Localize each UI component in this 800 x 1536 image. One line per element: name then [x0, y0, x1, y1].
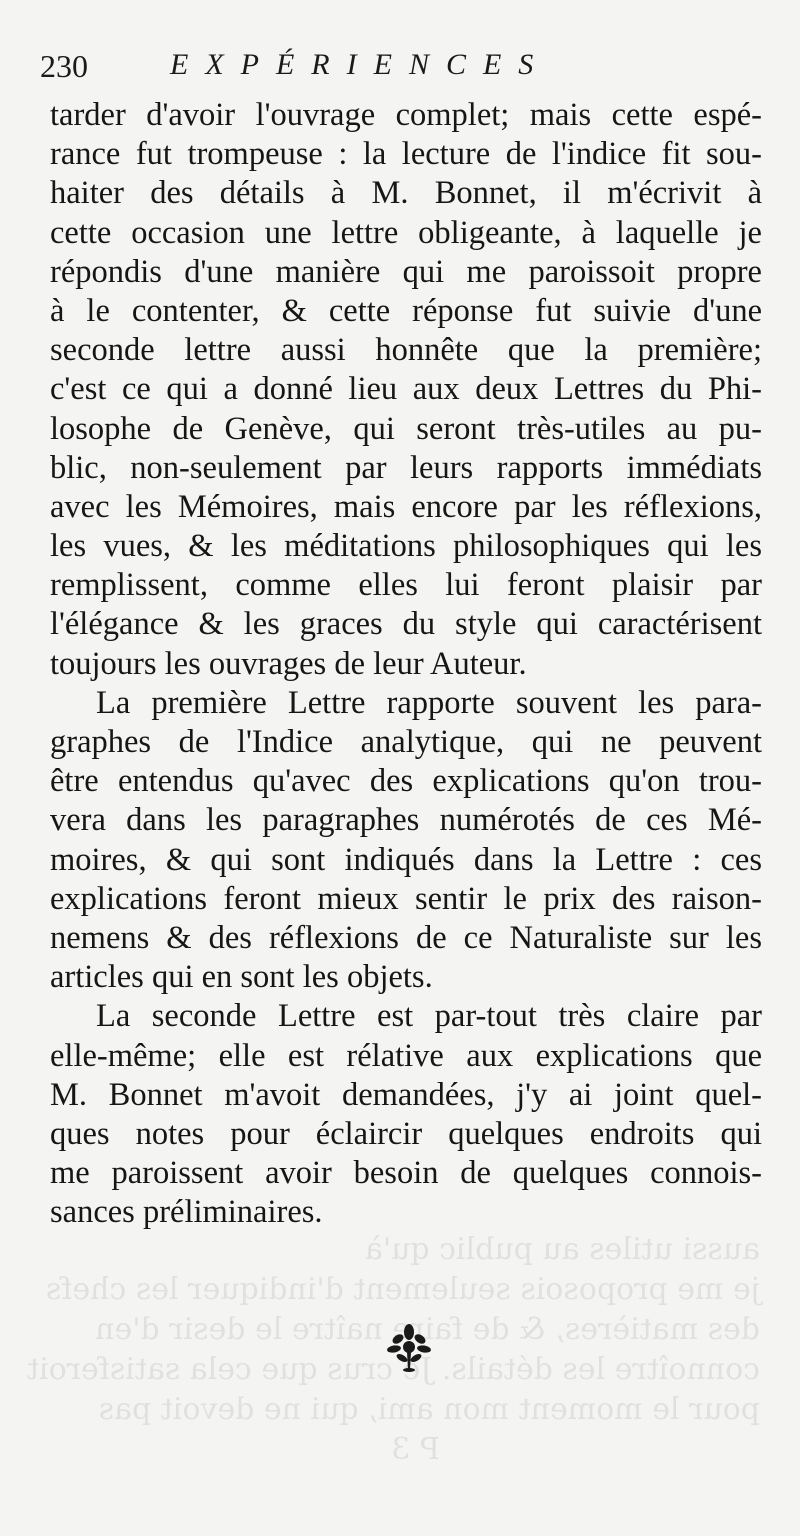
bleed-line: pour le moment mon ami, qui ne devoit pas [98, 1392, 760, 1427]
text-line: rance fut trompeuse : la lecture de l'indice fit sou- [50, 136, 762, 173]
running-head: EXPÉRIENCES [170, 48, 551, 81]
text-line: l'élégance & les graces du style qui caractérisent [50, 606, 762, 643]
text-line: ques notes pour éclaircir quelques endroits qui [50, 1115, 762, 1152]
bleed-line: connoître les détails. Je crus que cela satisferoit [26, 1352, 760, 1387]
page-number: 230 [40, 48, 88, 84]
text-line: M. Bonnet m'avoit demandées, j'y ai joint quel- [50, 1076, 762, 1113]
text-line: les vues, & les méditations philosophiques qui les [50, 528, 762, 565]
body-text [50, 96, 762, 1232]
text-line: moires, & qui sont indiqués dans la Lettre : ces [50, 841, 762, 878]
text-line: à le contenter, & cette réponse fut suivie d'une [50, 292, 762, 329]
text-line: c'est ce qui a donné lieu aux deux Lettres du Phi- [50, 371, 762, 408]
text-line: seconde lettre aussi honnête que la première; [50, 332, 762, 369]
bleed-line: des matières, & de faire naître le desir d'en [95, 1312, 760, 1347]
text-line: elle-même; elle est rélative aux explications que [50, 1037, 762, 1074]
fleuron-ornament-icon [383, 1322, 435, 1374]
text-line: explications feront mieux sentir le prix des raison- [50, 880, 762, 917]
text-line: me paroissent avoir besoin de quelques connois- [50, 1155, 762, 1192]
page-header [40, 48, 760, 88]
text-line: graphes de l'Indice analytique, qui ne peuvent [50, 724, 762, 760]
text-line: cette occasion une lettre obligeante, à laquelle je [50, 214, 762, 251]
text-line: losophe de Genève, qui seront très-utiles au pu- [50, 410, 762, 447]
text-line: vera dans les paragraphes numérotés de ces Mé- [50, 802, 762, 839]
text-line: être entendus qu'avec des explications qu'on trou- [50, 763, 762, 800]
text-line: haiter des détails à M. Bonnet, il m'écrivit à [50, 175, 762, 212]
bleed-line: aussi utiles au public qu'à [364, 1232, 760, 1267]
text-line: articles qui en sont les objets. [50, 959, 433, 996]
text-line: toujours les ouvrages de leur Auteur. [50, 645, 527, 682]
text-line: sances préliminaires. [50, 1194, 323, 1231]
text-line: répondis d'une manière qui me paroissoit propre [50, 253, 762, 290]
text-line: La première Lettre rapporte souvent les para- [96, 684, 762, 721]
text-line: La seconde Lettre est par-tout très claire par [96, 998, 762, 1035]
text-line: avec les Mémoires, mais encore par les réflexions, [50, 488, 762, 525]
text-line: blic, non-seulement par leurs rapports immédiats [50, 449, 762, 486]
text-line: nemens & des réflexions de ce Naturaliste sur les [50, 919, 762, 956]
text-line: tarder d'avoir l'ouvrage complet; mais cette espé- [50, 97, 762, 133]
bleed-line: je me proposois seulement d'indiquer les chefs [45, 1272, 760, 1307]
bleed-signature-mark: P 3 [391, 1432, 440, 1467]
text-line: remplissent, comme elles lui feront plaisir par [50, 567, 762, 604]
